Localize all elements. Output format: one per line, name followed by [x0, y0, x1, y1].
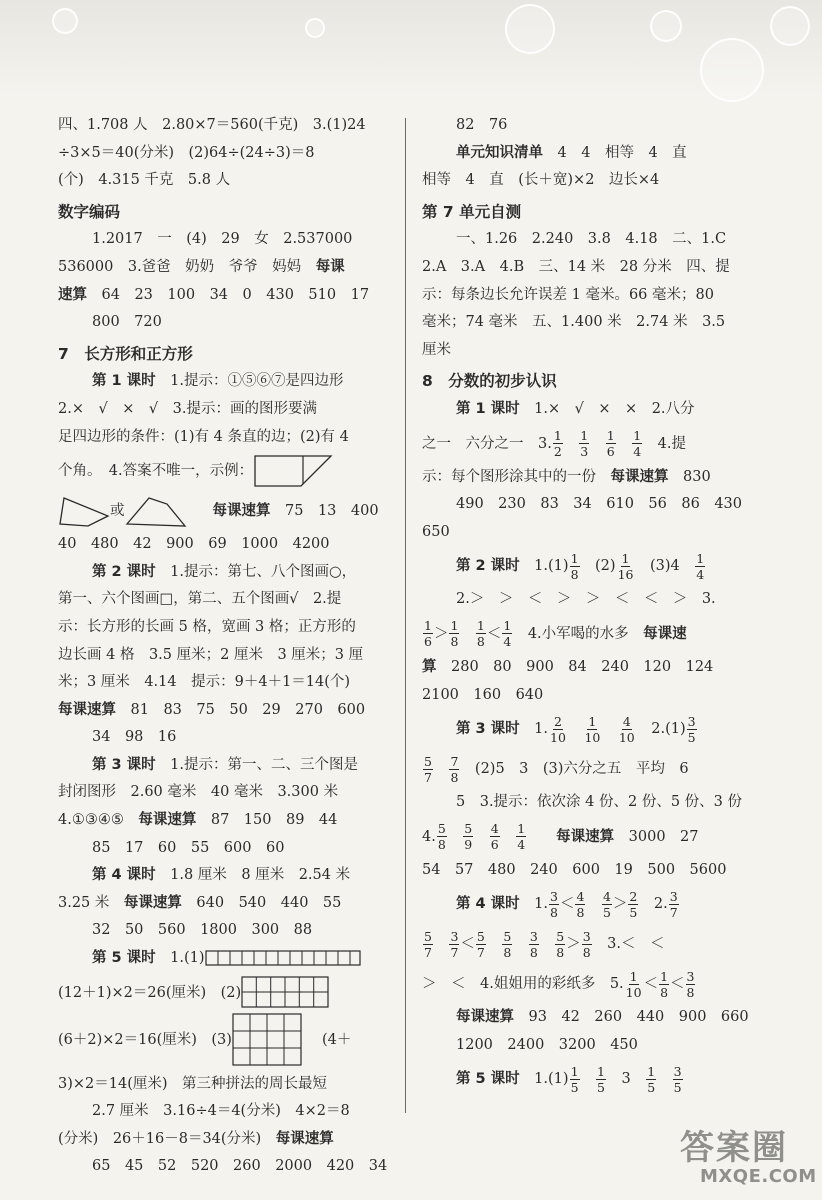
speed-label: 每课速算	[58, 701, 116, 718]
speed-label: 算	[422, 658, 437, 675]
fraction	[583, 714, 601, 745]
answer-text: 或	[110, 503, 125, 520]
fraction-numerator: 3	[550, 888, 558, 904]
fraction-denominator: 7	[476, 944, 485, 960]
answer-text: 3	[621, 1071, 631, 1088]
answer-text: 3000 27	[614, 828, 699, 845]
fraction-numerator: 1	[629, 968, 638, 984]
answer-text: 3.＜ ＜	[607, 936, 665, 953]
watermark-url: MXQE.COM	[700, 1166, 817, 1187]
fraction	[423, 618, 433, 649]
fraction-denominator: 7	[669, 904, 678, 920]
answer-line: 2.A 3.A 4.B 三、14 米 28 分米 四、提	[422, 258, 730, 275]
fraction	[502, 929, 512, 960]
answer-text: 1.	[519, 896, 549, 913]
answer-text: (分米) 26＋16－8＝34(分米)	[58, 1130, 276, 1147]
fraction-denominator: 8	[570, 566, 579, 582]
fraction-denominator: 7	[424, 769, 432, 785]
decorative-bubble	[770, 6, 810, 46]
fraction	[463, 821, 473, 852]
fraction-numerator: 1	[621, 550, 630, 566]
answer-line: 85 17 60 55 600 60	[92, 839, 285, 856]
fraction	[669, 889, 679, 920]
answer-line: (个) 4.315 千克 5.8 人	[58, 172, 231, 189]
fraction	[476, 929, 486, 960]
answer-line: 2100 160 640	[422, 686, 544, 703]
fraction	[646, 1064, 656, 1095]
answer-line: 边长画 4 格 3.5 厘米；2 厘米 3 厘米；3 厘	[58, 646, 364, 663]
fraction-denominator: 6	[490, 837, 499, 853]
answer-line	[58, 862, 393, 890]
fraction	[575, 889, 585, 920]
fraction-denominator: 8	[450, 769, 459, 785]
speed-label: 每课速算	[610, 468, 669, 485]
answer-text: 93 42 260 440 900 660	[514, 1009, 749, 1026]
fraction-denominator: 8	[529, 944, 538, 960]
fraction	[579, 428, 589, 459]
answer-line: 相等 4 直 (长＋宽)×2 边长×4	[422, 172, 660, 189]
fraction-numerator: 3	[673, 1063, 682, 1079]
fraction-denominator: 8	[550, 904, 558, 920]
answer-text: 4.①③④⑤	[58, 812, 139, 829]
fraction-numerator: 5	[476, 928, 485, 944]
answer-text: 1.8 厘米 8 厘米 2.54 米	[155, 867, 351, 884]
answer-line	[58, 1013, 393, 1071]
fraction-denominator: 8	[556, 944, 565, 960]
answer-text: ＞ ＜ 4.姐姐用的彩纸多 5.	[422, 976, 624, 993]
lesson-label: 第 1 课时	[92, 373, 156, 390]
fraction-numerator: 2	[554, 713, 562, 729]
answer-line: 490 230 83 34 610 56 86 430	[456, 496, 743, 513]
fraction-denominator: 5	[597, 1079, 605, 1095]
fraction-numerator: 1	[633, 428, 642, 444]
fraction	[596, 1064, 606, 1095]
answer-line	[422, 396, 757, 424]
fraction-numerator: 5	[424, 928, 432, 944]
fraction-numerator: 1	[606, 428, 615, 444]
lesson-label: 第 2 课时	[456, 558, 520, 575]
fraction-numerator: 1	[517, 821, 526, 837]
fraction-denominator: 7	[450, 944, 459, 960]
speed-label: 每课	[315, 258, 345, 275]
lesson-label: 第 4 课时	[456, 896, 520, 913]
answer-text: (2)5 3 (3)六分之五 平均 6	[474, 761, 689, 778]
answer-line	[58, 973, 393, 1013]
fraction-denominator: 8	[660, 984, 669, 1000]
fraction-denominator: 10	[550, 729, 566, 745]
site-watermark	[680, 1118, 817, 1193]
fraction	[516, 821, 526, 852]
answer-text: 536000 3.爸爸 奶奶 爷爷 妈妈	[58, 258, 316, 275]
answer-text: 2.	[653, 896, 668, 913]
answer-line	[58, 807, 393, 835]
fraction-denominator: 4	[517, 837, 526, 853]
answer-line: 示：每条边长允许误差 1 毫米。66 毫米；80	[422, 286, 714, 303]
fraction	[687, 714, 697, 745]
answer-text: 示：每个图形涂其中的一份	[422, 468, 611, 485]
fraction-denominator: 8	[576, 904, 585, 920]
fraction	[549, 714, 567, 745]
answer-text: 4 4 相等 4 直	[543, 144, 687, 161]
answer-line: 封闭图形 2.60 毫米 40 毫米 3.300 米	[58, 784, 339, 801]
speed-label: 速算	[58, 286, 87, 303]
answer-line: 2.＞ ＞ ＜ ＞ ＞ ＜ ＜ ＞ 3.	[456, 591, 716, 608]
answer-line: ＞ ＜ 4.姐姐用的彩纸多 5. $\frac{1}{10}$ ＜ $\frac{1}{8}$ ＜ $\frac{3}{8}$	[422, 968, 695, 1000]
grid-3x4-figure	[232, 1013, 306, 1067]
fraction-denominator: 5	[570, 1079, 579, 1095]
answer-line	[422, 654, 757, 682]
fraction-numerator: 5	[437, 821, 446, 837]
fraction-numerator: 5	[556, 928, 565, 944]
fraction-numerator: 1	[476, 618, 485, 634]
answer-line: $\frac{1}{6}$ ＞ $\frac{1}{8}$ $\frac{1}{8}$ ＜ $\frac{1}{4}$ 4.小军喝的水多 每课速	[424, 618, 687, 650]
fraction	[553, 428, 563, 459]
answer-line: ÷3×5＝40(分米) (2)64÷(24÷3)＝8	[58, 144, 315, 161]
lesson-label: 第 5 课时	[92, 950, 156, 967]
fraction-numerator: 1	[570, 550, 579, 566]
answer-text: 1.	[519, 721, 549, 738]
fraction-denominator: 5	[673, 1079, 682, 1095]
answer-line	[58, 368, 393, 396]
answer-text: 1.(1)	[519, 1071, 569, 1088]
answer-text: (3)4	[649, 558, 680, 575]
speed-label: 每课速算	[456, 1009, 514, 1026]
fraction-numerator: 3	[450, 928, 459, 944]
fraction-denominator: 5	[629, 904, 638, 920]
speed-label: 每课速算	[275, 1130, 334, 1147]
fraction	[549, 889, 559, 920]
fraction	[449, 929, 459, 960]
fraction-numerator: 3	[687, 713, 696, 729]
fraction-numerator: 4	[490, 821, 499, 837]
answer-line	[58, 254, 393, 282]
answer-line: 毫米；74 毫米 五、1.400 米 2.74 米 3.5	[422, 314, 726, 331]
answer-text: 1.(1)	[519, 558, 569, 575]
fraction	[695, 551, 705, 582]
answer-line	[58, 559, 393, 587]
answer-line: 650	[422, 523, 450, 540]
answer-text: (12＋1)×2＝26(厘米) (2)	[58, 984, 242, 1001]
answer-text: 81 83 75 50 29 270 600	[116, 701, 366, 718]
column-divider	[405, 118, 406, 1113]
fraction-numerator: 4	[576, 888, 585, 904]
answer-line	[422, 709, 757, 749]
answer-line: 5 3.提示：依次涂 4 份、2 份、5 份、3 份	[456, 794, 743, 811]
answer-line	[58, 945, 393, 973]
answer-text: 4.提	[657, 435, 686, 452]
fraction-numerator: 3	[669, 888, 678, 904]
fraction-numerator: 3	[686, 968, 695, 984]
lesson-label: 第 3 课时	[456, 721, 520, 738]
fraction	[602, 889, 612, 920]
answer-text: 1.× √ × × 2.八分	[519, 400, 695, 417]
answer-text: 4.	[422, 828, 436, 845]
fraction	[529, 929, 539, 960]
fraction	[617, 551, 635, 582]
answer-line: 40 480 42 900 69 1000 4200	[58, 536, 330, 553]
fraction-numerator: 1	[450, 618, 459, 634]
fraction-denominator: 5	[602, 904, 611, 920]
fraction-denominator: 8	[503, 944, 512, 960]
page-header-band	[0, 0, 822, 95]
fraction	[618, 714, 636, 745]
answer-line: 3)×2＝14(厘米) 第三种拼法的周长最短	[58, 1075, 328, 1092]
answer-line	[58, 697, 393, 725]
fraction-numerator: 1	[696, 550, 705, 566]
answer-text: 3.25 米	[58, 894, 124, 911]
fraction	[555, 929, 565, 960]
fraction-numerator: 7	[450, 753, 459, 769]
answer-line: 1200 2400 3200 450	[456, 1036, 638, 1053]
speed-label: 每课速算	[138, 812, 197, 829]
answer-line: $\frac{5}{7}$ $\frac{3}{7}$ ＜ $\frac{5}{7}$ $\frac{5}{8}$ $\frac{3}{8}$ $\frac{5}{8}$ ＞ $\frac{3}{8}$ 3.＜ ＜	[424, 928, 665, 960]
speed-label: 每课速算	[556, 828, 615, 845]
answer-line: 800 720	[92, 314, 162, 331]
decorative-bubble	[700, 38, 764, 102]
fraction-denominator: 5	[647, 1079, 656, 1095]
fraction-denominator: 2	[553, 444, 562, 460]
answer-line: 足四边形的条件：(1)有 4 条直的边；(2)有 4	[58, 428, 349, 445]
fraction	[437, 821, 447, 852]
fraction-numerator: 4	[622, 713, 631, 729]
decorative-bubble	[650, 10, 682, 42]
fraction	[606, 428, 616, 459]
answer-text: 个角。 4.答案不唯一，示例：	[58, 463, 254, 480]
lesson-label: 第 1 课时	[456, 400, 520, 417]
answer-line	[422, 1004, 757, 1032]
fraction-numerator: 1	[424, 618, 432, 634]
lesson-label: 第 4 课时	[92, 867, 156, 884]
fraction	[673, 1064, 683, 1095]
section-heading-code: 数字编码	[58, 202, 121, 221]
fraction-numerator: 1	[597, 1063, 605, 1079]
fraction-denominator: 8	[582, 944, 591, 960]
fraction	[625, 969, 643, 1000]
fraction	[423, 754, 433, 785]
lesson-label: 第 2 课时	[92, 563, 156, 580]
fraction	[570, 551, 580, 582]
decorative-bubble	[305, 18, 325, 38]
fraction-numerator: 1	[553, 428, 562, 444]
fraction-numerator: 1	[588, 713, 597, 729]
fraction-denominator: 9	[464, 837, 473, 853]
fraction	[659, 969, 669, 1000]
answer-line: 1.2017 一 (4) 29 女 2.537000	[92, 231, 353, 248]
fraction-numerator: 1	[570, 1063, 579, 1079]
fraction-denominator: 3	[580, 444, 589, 460]
grid-2x6-figure	[241, 976, 331, 1010]
answer-line	[58, 491, 393, 531]
fraction-denominator: 16	[617, 566, 634, 582]
answer-line: 米；3 厘米 4.14 提示：9＋4＋1＝14(个)	[58, 674, 351, 691]
decorative-bubble	[505, 4, 555, 54]
answer-text: (4＋	[321, 1031, 352, 1048]
speed-label: 每课速算	[123, 894, 182, 911]
fraction-denominator: 6	[606, 444, 615, 460]
answer-text: 2.(1)	[651, 721, 686, 738]
answer-line: 第 4 课时 1. $\frac{3}{8}$ ＜ $\frac{4}{8}$ $\frac{4}{5}$ ＞ $\frac{2}{5}$ 2. $\frac{3}{7}$	[456, 888, 678, 920]
answer-line: 34 98 16	[92, 729, 177, 746]
fraction	[476, 618, 486, 649]
fraction-denominator: 5	[687, 729, 696, 745]
unit-7-test-title: 第 7 单元自测	[422, 202, 522, 221]
answer-line	[422, 464, 757, 492]
lesson-label: 第 5 课时	[456, 1071, 520, 1088]
unit-7-title: 7 长方形和正方形	[58, 344, 193, 363]
answer-text: 之一 六分之一 3.	[422, 435, 552, 452]
fraction-denominator: 10	[584, 729, 601, 745]
answer-line: 厘米	[422, 341, 451, 358]
fraction	[490, 821, 500, 852]
answer-text: 640 540 440 55	[181, 894, 342, 911]
fraction-denominator: 7	[424, 944, 432, 960]
fraction-numerator: 1	[580, 428, 589, 444]
fraction	[570, 1064, 580, 1095]
strip-of-squares-figure	[205, 949, 361, 967]
fraction-denominator: 8	[450, 634, 459, 650]
fraction-denominator: 8	[476, 634, 485, 650]
answer-line: 82 76	[456, 117, 508, 133]
fraction-numerator: 2	[629, 888, 638, 904]
answer-line: 54 57 480 240 600 19 500 5600	[422, 861, 727, 878]
fraction	[628, 889, 638, 920]
quadrilateral-example-figure	[253, 454, 333, 488]
fraction	[582, 929, 592, 960]
fraction-numerator: 1	[503, 618, 512, 634]
answer-line: 65 45 52 520 260 2000 420 34	[92, 1158, 388, 1175]
answer-line	[422, 749, 757, 789]
fraction	[502, 618, 512, 649]
answer-text: 830	[668, 468, 711, 485]
fraction-denominator: 10	[618, 729, 635, 745]
answer-line: 2.× √ × √ 3.提示：画的图形要满	[58, 400, 317, 417]
lesson-label: 第 3 课时	[92, 756, 156, 773]
fraction	[449, 618, 459, 649]
fraction-denominator: 4	[633, 444, 642, 460]
answer-line	[422, 817, 757, 857]
speed-label: 每课速	[643, 625, 687, 642]
answer-text: 280 80 900 84 240 120 124	[436, 658, 714, 675]
watermark-logo-text: 答案圈	[680, 1128, 788, 1168]
answer-line: 32 50 560 1800 300 88	[92, 922, 313, 939]
right-column	[422, 112, 757, 1099]
answer-line: 示：长方形的长画 5 格，宽画 3 格；正方形的	[58, 618, 356, 635]
fraction-numerator: 3	[582, 928, 591, 944]
answer-text: 87 150 89 44	[196, 812, 338, 829]
answer-text: 75 13 400	[270, 503, 379, 520]
fraction-denominator: 6	[424, 634, 432, 650]
left-column	[58, 112, 393, 1181]
fraction-numerator: 5	[503, 928, 512, 944]
fraction-denominator: 10	[625, 984, 642, 1000]
answer-line	[422, 140, 757, 168]
answer-text: (2)	[595, 558, 616, 575]
fraction	[686, 969, 696, 1000]
fraction	[449, 754, 459, 785]
quadrilateral-example-figure	[125, 494, 187, 528]
answer-text: 1.提示：①⑤⑥⑦是四边形	[155, 373, 344, 390]
fraction	[632, 428, 642, 459]
unit-8-title: 8 分数的初步认识	[422, 372, 557, 391]
fraction-numerator: 5	[464, 821, 473, 837]
answer-line: 四、1.708 人 2.80×7＝560(千克) 3.(1)24	[58, 117, 366, 133]
answer-line	[58, 1126, 393, 1154]
answer-text: 64 23 100 34 0 430 510 17	[87, 286, 370, 303]
answer-text: (6＋2)×2＝16(厘米) (3)	[58, 1031, 232, 1048]
answer-line: 2.7 厘米 3.16÷4＝4(分米) 4×2＝8	[92, 1103, 350, 1120]
fraction-denominator: 8	[437, 837, 446, 853]
answer-line	[422, 1059, 757, 1099]
speed-label: 每课速算	[212, 503, 271, 520]
answer-text: 1.(1)	[155, 950, 205, 967]
answer-line: 第一、六个图画□，第二、五个图画√ 2.提	[58, 591, 342, 608]
answer-line	[422, 546, 757, 586]
fraction	[423, 929, 433, 960]
fraction-numerator: 1	[660, 968, 669, 984]
fraction-numerator: 5	[424, 753, 432, 769]
quadrilateral-example-figure	[58, 494, 110, 528]
answer-text: 1.提示：第七、八个图画○，	[155, 563, 357, 580]
fraction-numerator: 4	[602, 888, 611, 904]
decorative-bubble	[52, 8, 78, 34]
answer-text: 1.提示：第一、二、三个图是	[155, 756, 359, 773]
answer-text: 4.小军喝的水多	[527, 625, 644, 642]
fraction-denominator: 4	[503, 634, 512, 650]
answer-line	[58, 282, 393, 310]
knowledge-list-label: 单元知识清单	[456, 144, 543, 161]
fraction-denominator: 4	[696, 566, 705, 582]
fraction-numerator: 3	[529, 928, 538, 944]
fraction-numerator: 1	[647, 1063, 656, 1079]
answer-line	[58, 890, 393, 918]
fraction-denominator: 8	[686, 984, 695, 1000]
answer-line	[422, 424, 757, 464]
answer-line: 一、1.26 2.240 3.8 4.18 二、1.C	[456, 231, 727, 248]
answer-line	[58, 451, 393, 491]
answer-line	[58, 752, 393, 780]
